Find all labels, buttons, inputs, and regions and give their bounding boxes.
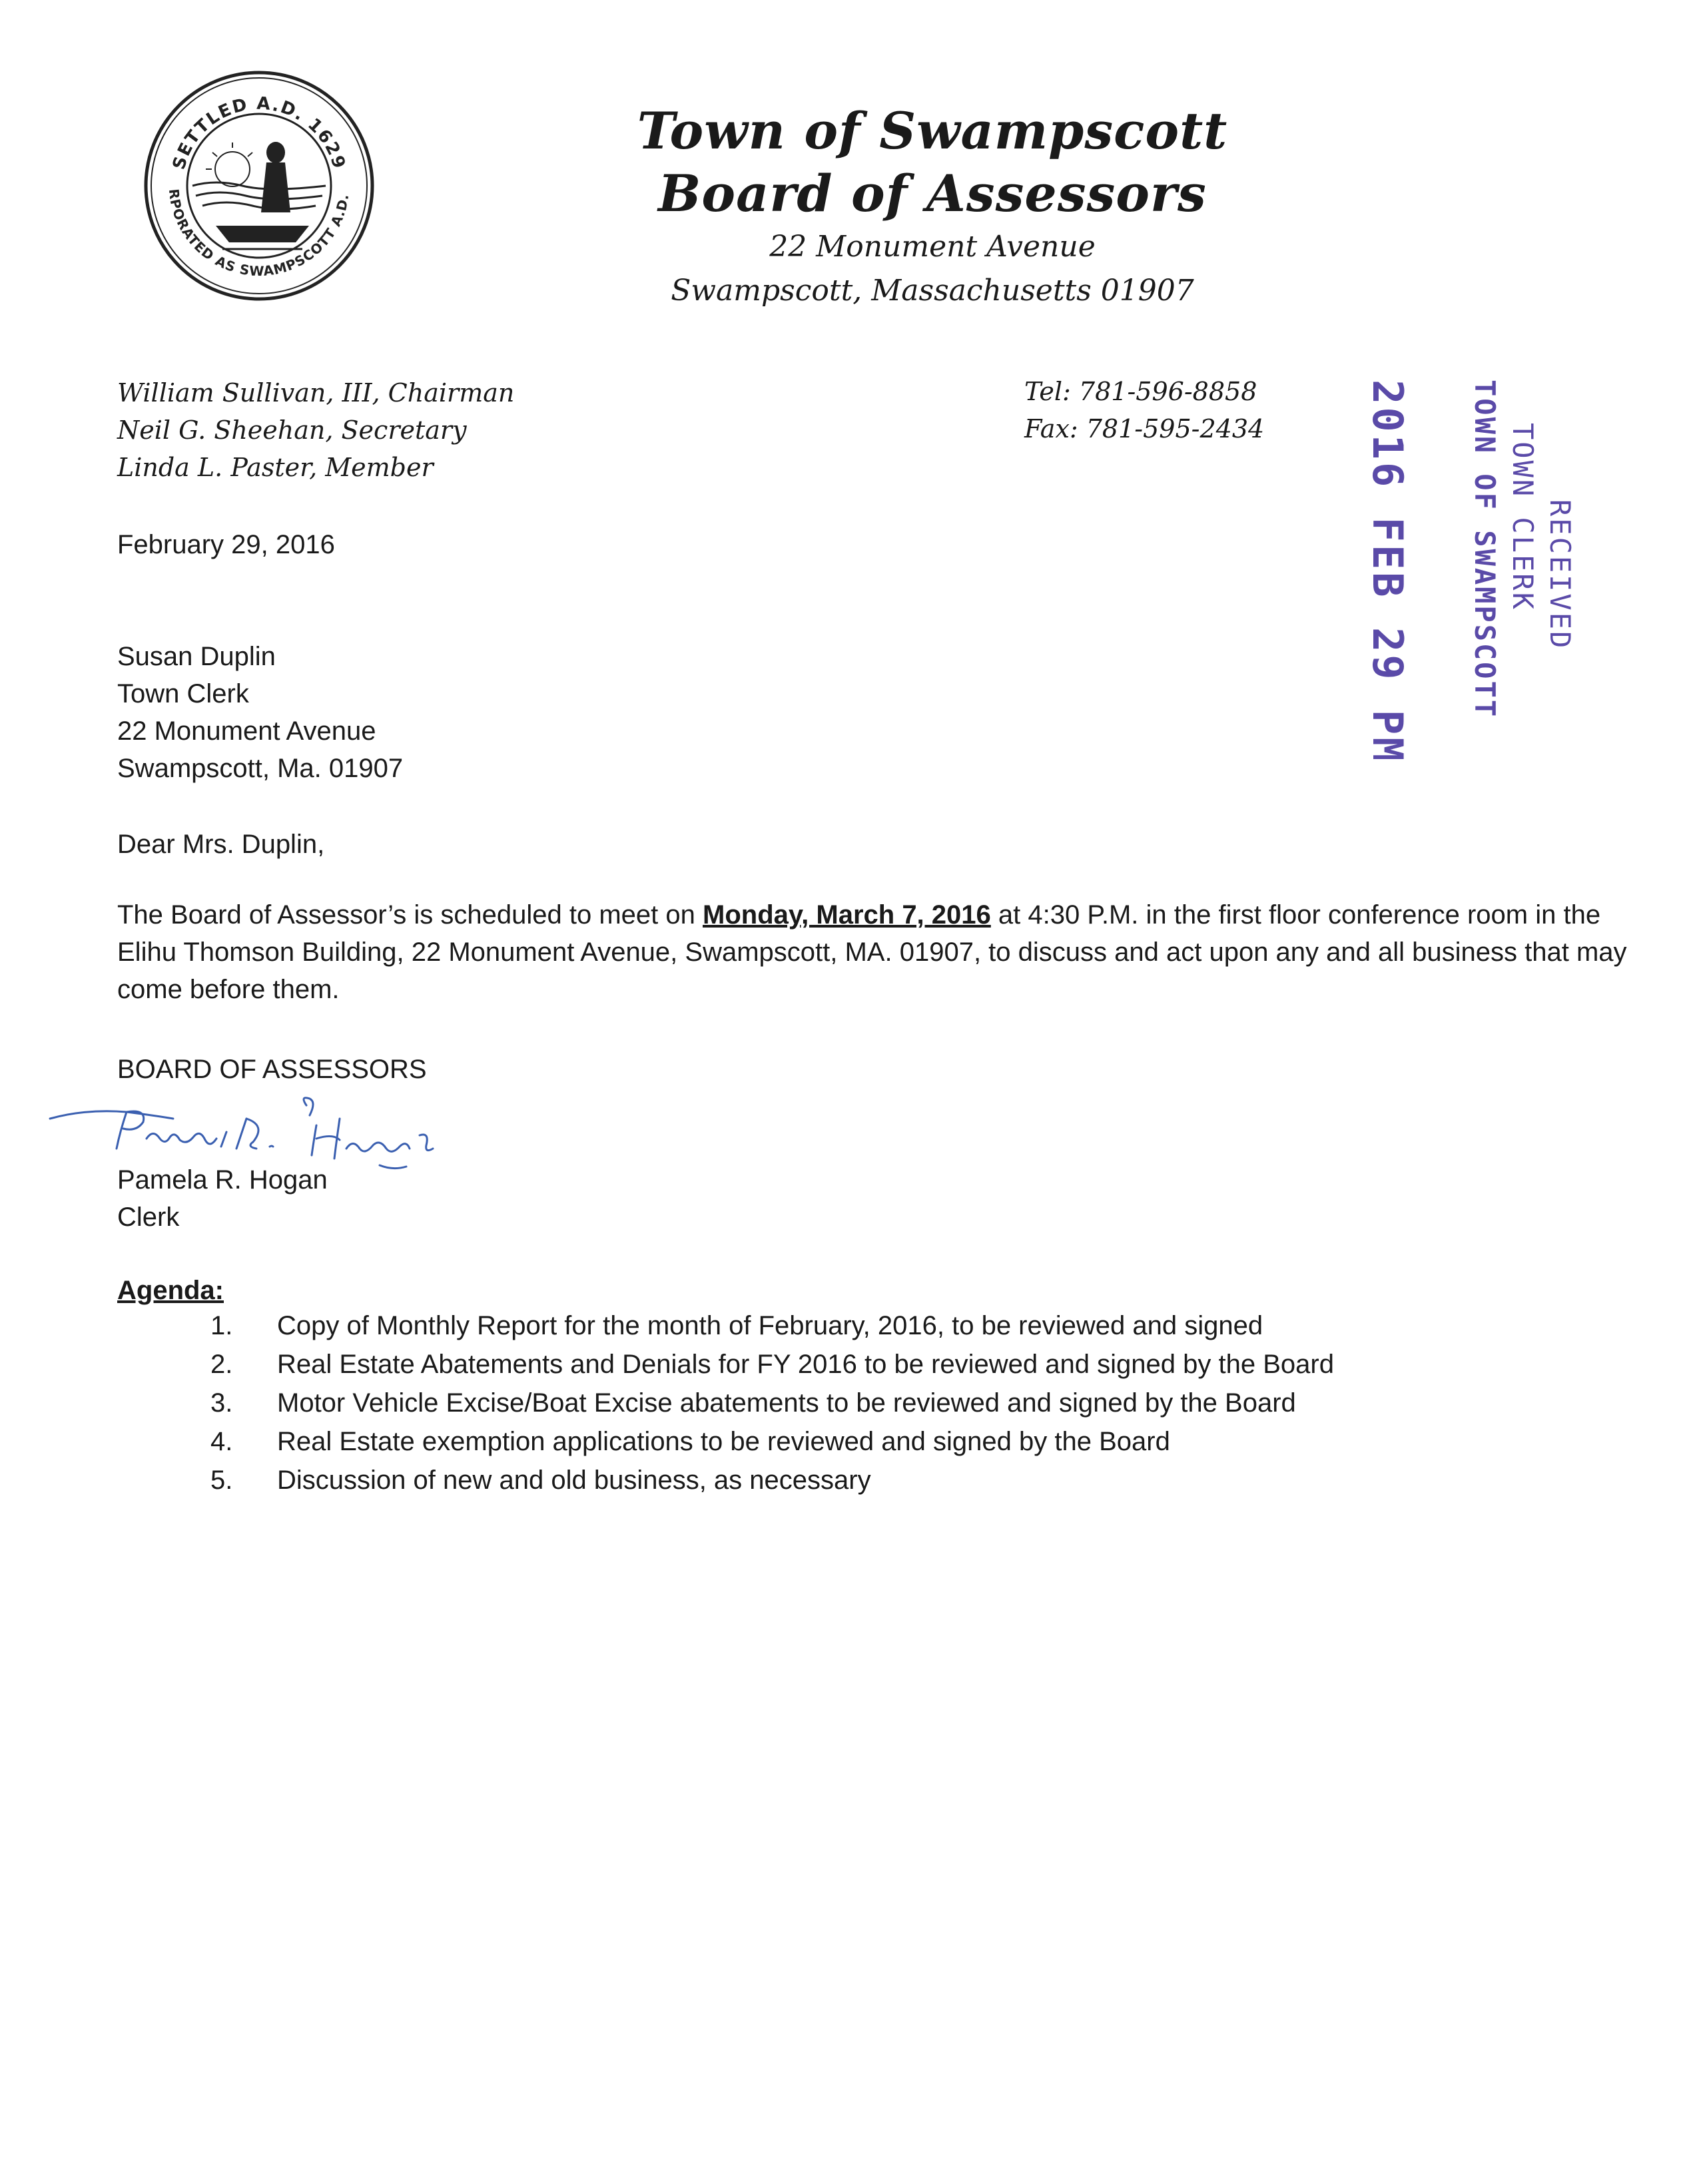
letterhead-board-name: Board of Assessors xyxy=(658,164,1207,223)
paragraph-details: at 4:30 P.M. in the first floor conference room in the Elihu Thomson Building, 22 Monument Avenue, Swampscott, MA. 01907, to discuss and act upon any and all business that may come before them. xyxy=(117,900,1627,1004)
meeting-paragraph xyxy=(117,896,1636,1008)
letterhead-town-name: Town of Swampscott xyxy=(637,101,1228,160)
svg-text:SETTLED A.D. 1629 xyxy=(169,94,349,172)
agenda-list xyxy=(210,1306,1334,1500)
agenda-item xyxy=(210,1422,1334,1461)
agenda-item xyxy=(210,1461,1334,1500)
seal-top-text: SETTLED A.D. 1629 xyxy=(169,93,350,172)
agenda-item-text: Copy of Monthly Report for the month of February, 2016, to be reviewed and signed xyxy=(277,1311,1263,1340)
recipient-city: Swampscott, Ma. 01907 xyxy=(117,754,404,783)
agenda-item-text: Discussion of new and old business, as necessary xyxy=(277,1466,871,1495)
letterhead-city-address: Swampscott, Massachusetts 01907 xyxy=(671,274,1194,308)
meeting-date: Monday, March 7, 2016 xyxy=(703,900,991,930)
svg-text:INCORPORATED AS SWAMPSCOTT A.D xyxy=(143,69,352,279)
officer-secretary: Neil G. Sheehan, Secretary xyxy=(117,415,467,445)
letterhead xyxy=(566,100,1299,313)
received-stamp xyxy=(1339,373,1592,759)
seal-fisherman-scene xyxy=(192,142,326,249)
contact-fax: Fax: 781-595-2434 xyxy=(1024,414,1265,443)
agenda-item-number: 4. xyxy=(210,1427,233,1456)
stamp-received: RECEIVED xyxy=(1544,499,1576,651)
recipient-address xyxy=(117,638,403,787)
recipient-title: Town Clerk xyxy=(117,679,249,708)
contact-info xyxy=(1024,373,1264,447)
agenda-item-number: 3. xyxy=(210,1388,233,1418)
recipient-name: Susan Duplin xyxy=(117,642,276,671)
agenda-item-text: Motor Vehicle Excise/Boat Excise abatements to be reviewed and signed by the Board xyxy=(277,1388,1296,1418)
officers-list xyxy=(117,374,514,486)
agenda-item-text: Real Estate Abatements and Denials for FY 2016 to be reviewed and signed by the Board xyxy=(277,1350,1334,1379)
town-seal-graphic xyxy=(143,69,376,302)
officer-member: Linda L. Paster, Member xyxy=(117,453,434,482)
signer-block xyxy=(117,1161,328,1236)
stamp-clerk: TOWN CLERK xyxy=(1507,423,1539,611)
received-stamp-graphic xyxy=(1339,373,1592,759)
agenda-heading: Agenda: xyxy=(117,1276,224,1305)
agenda-item xyxy=(210,1384,1334,1422)
recipient-street: 22 Monument Avenue xyxy=(117,716,376,746)
officer-chairman: William Sullivan, III, Chairman xyxy=(117,378,515,408)
stamp-datetime: 2016 FEB 29 PM 3 26 xyxy=(1363,380,1412,759)
town-seal xyxy=(143,69,376,302)
signer-name: Pamela R. Hogan xyxy=(117,1165,328,1195)
letter-date: February 29, 2016 xyxy=(117,530,335,559)
agenda-item xyxy=(210,1306,1334,1345)
paragraph-intro: The Board of Assessor’s is scheduled to meet on xyxy=(117,900,703,930)
agenda-item-number: 1. xyxy=(210,1311,233,1340)
seal-bottom-text: RPORATED AS SWAMPSCOTT A.D. xyxy=(165,188,352,280)
closing-board-name: BOARD OF ASSESSORS xyxy=(117,1055,427,1084)
signer-title: Clerk xyxy=(117,1203,180,1232)
stamp-town: TOWN OF SWAMPSCOTT xyxy=(1469,380,1501,719)
letterhead-street-address: 22 Monument Avenue xyxy=(769,230,1096,264)
agenda-item xyxy=(210,1345,1334,1384)
agenda-item-text: Real Estate exemption applications to be reviewed and signed by the Board xyxy=(277,1427,1170,1456)
contact-telephone: Tel: 781-596-8858 xyxy=(1024,377,1257,406)
agenda-item-number: 5. xyxy=(210,1466,233,1495)
salutation: Dear Mrs. Duplin, xyxy=(117,830,325,859)
agenda-item-number: 2. xyxy=(210,1350,233,1379)
